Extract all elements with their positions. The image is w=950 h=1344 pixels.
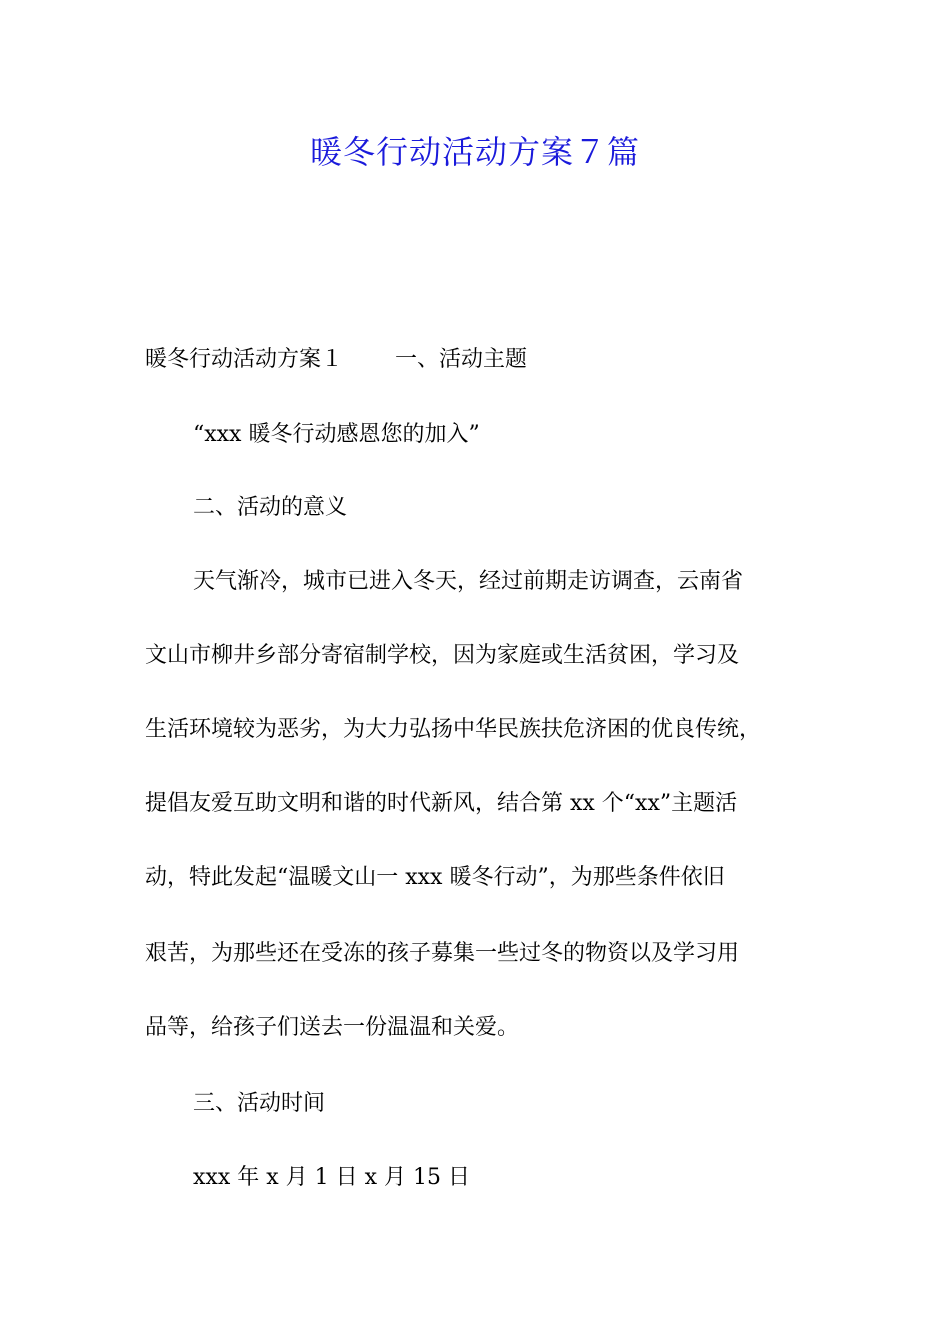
part3-heading: 三、活动时间 xyxy=(193,1091,326,1116)
time-text: xxx 年 x 月 1 日 x 月 15 日 xyxy=(193,1165,470,1190)
part2-heading: 二、活动的意义 xyxy=(193,495,348,520)
paragraph-line: 文山市柳井乡部分寄宿制学校，因为家庭或生活贫困，学习及 xyxy=(145,643,740,668)
section-heading-row xyxy=(145,345,845,375)
paragraph-line: 天气渐冷，城市已进入冬天，经过前期走访调查，云南省 xyxy=(193,569,744,594)
paragraph-line: 艰苦，为那些还在受冻的孩子募集一些过冬的物资以及学习用 xyxy=(145,941,740,966)
document-title: 暖冬行动活动方案７篇 xyxy=(309,133,640,171)
paragraph-line: 动，特此发起“温暖文山一 xxx 暖冬行动”，为那些条件依旧 xyxy=(145,865,725,890)
paragraph-line: 提倡友爱互助文明和谐的时代新风，结合第 xx 个“xx”主题活 xyxy=(145,791,738,816)
paragraph-line: 生活环境较为恶劣，为大力弘扬中华民族扶危济困的优良传统， xyxy=(145,717,762,742)
part1-heading: 一、活动主题 xyxy=(395,347,528,372)
section1-heading: 暖冬行动活动方案１ xyxy=(145,347,344,372)
paragraph-line: 品等，给孩子们送去一份温温和关爱。 xyxy=(145,1015,520,1040)
theme-text: “xxx 暖冬行动感恩您的加入” xyxy=(193,422,480,447)
